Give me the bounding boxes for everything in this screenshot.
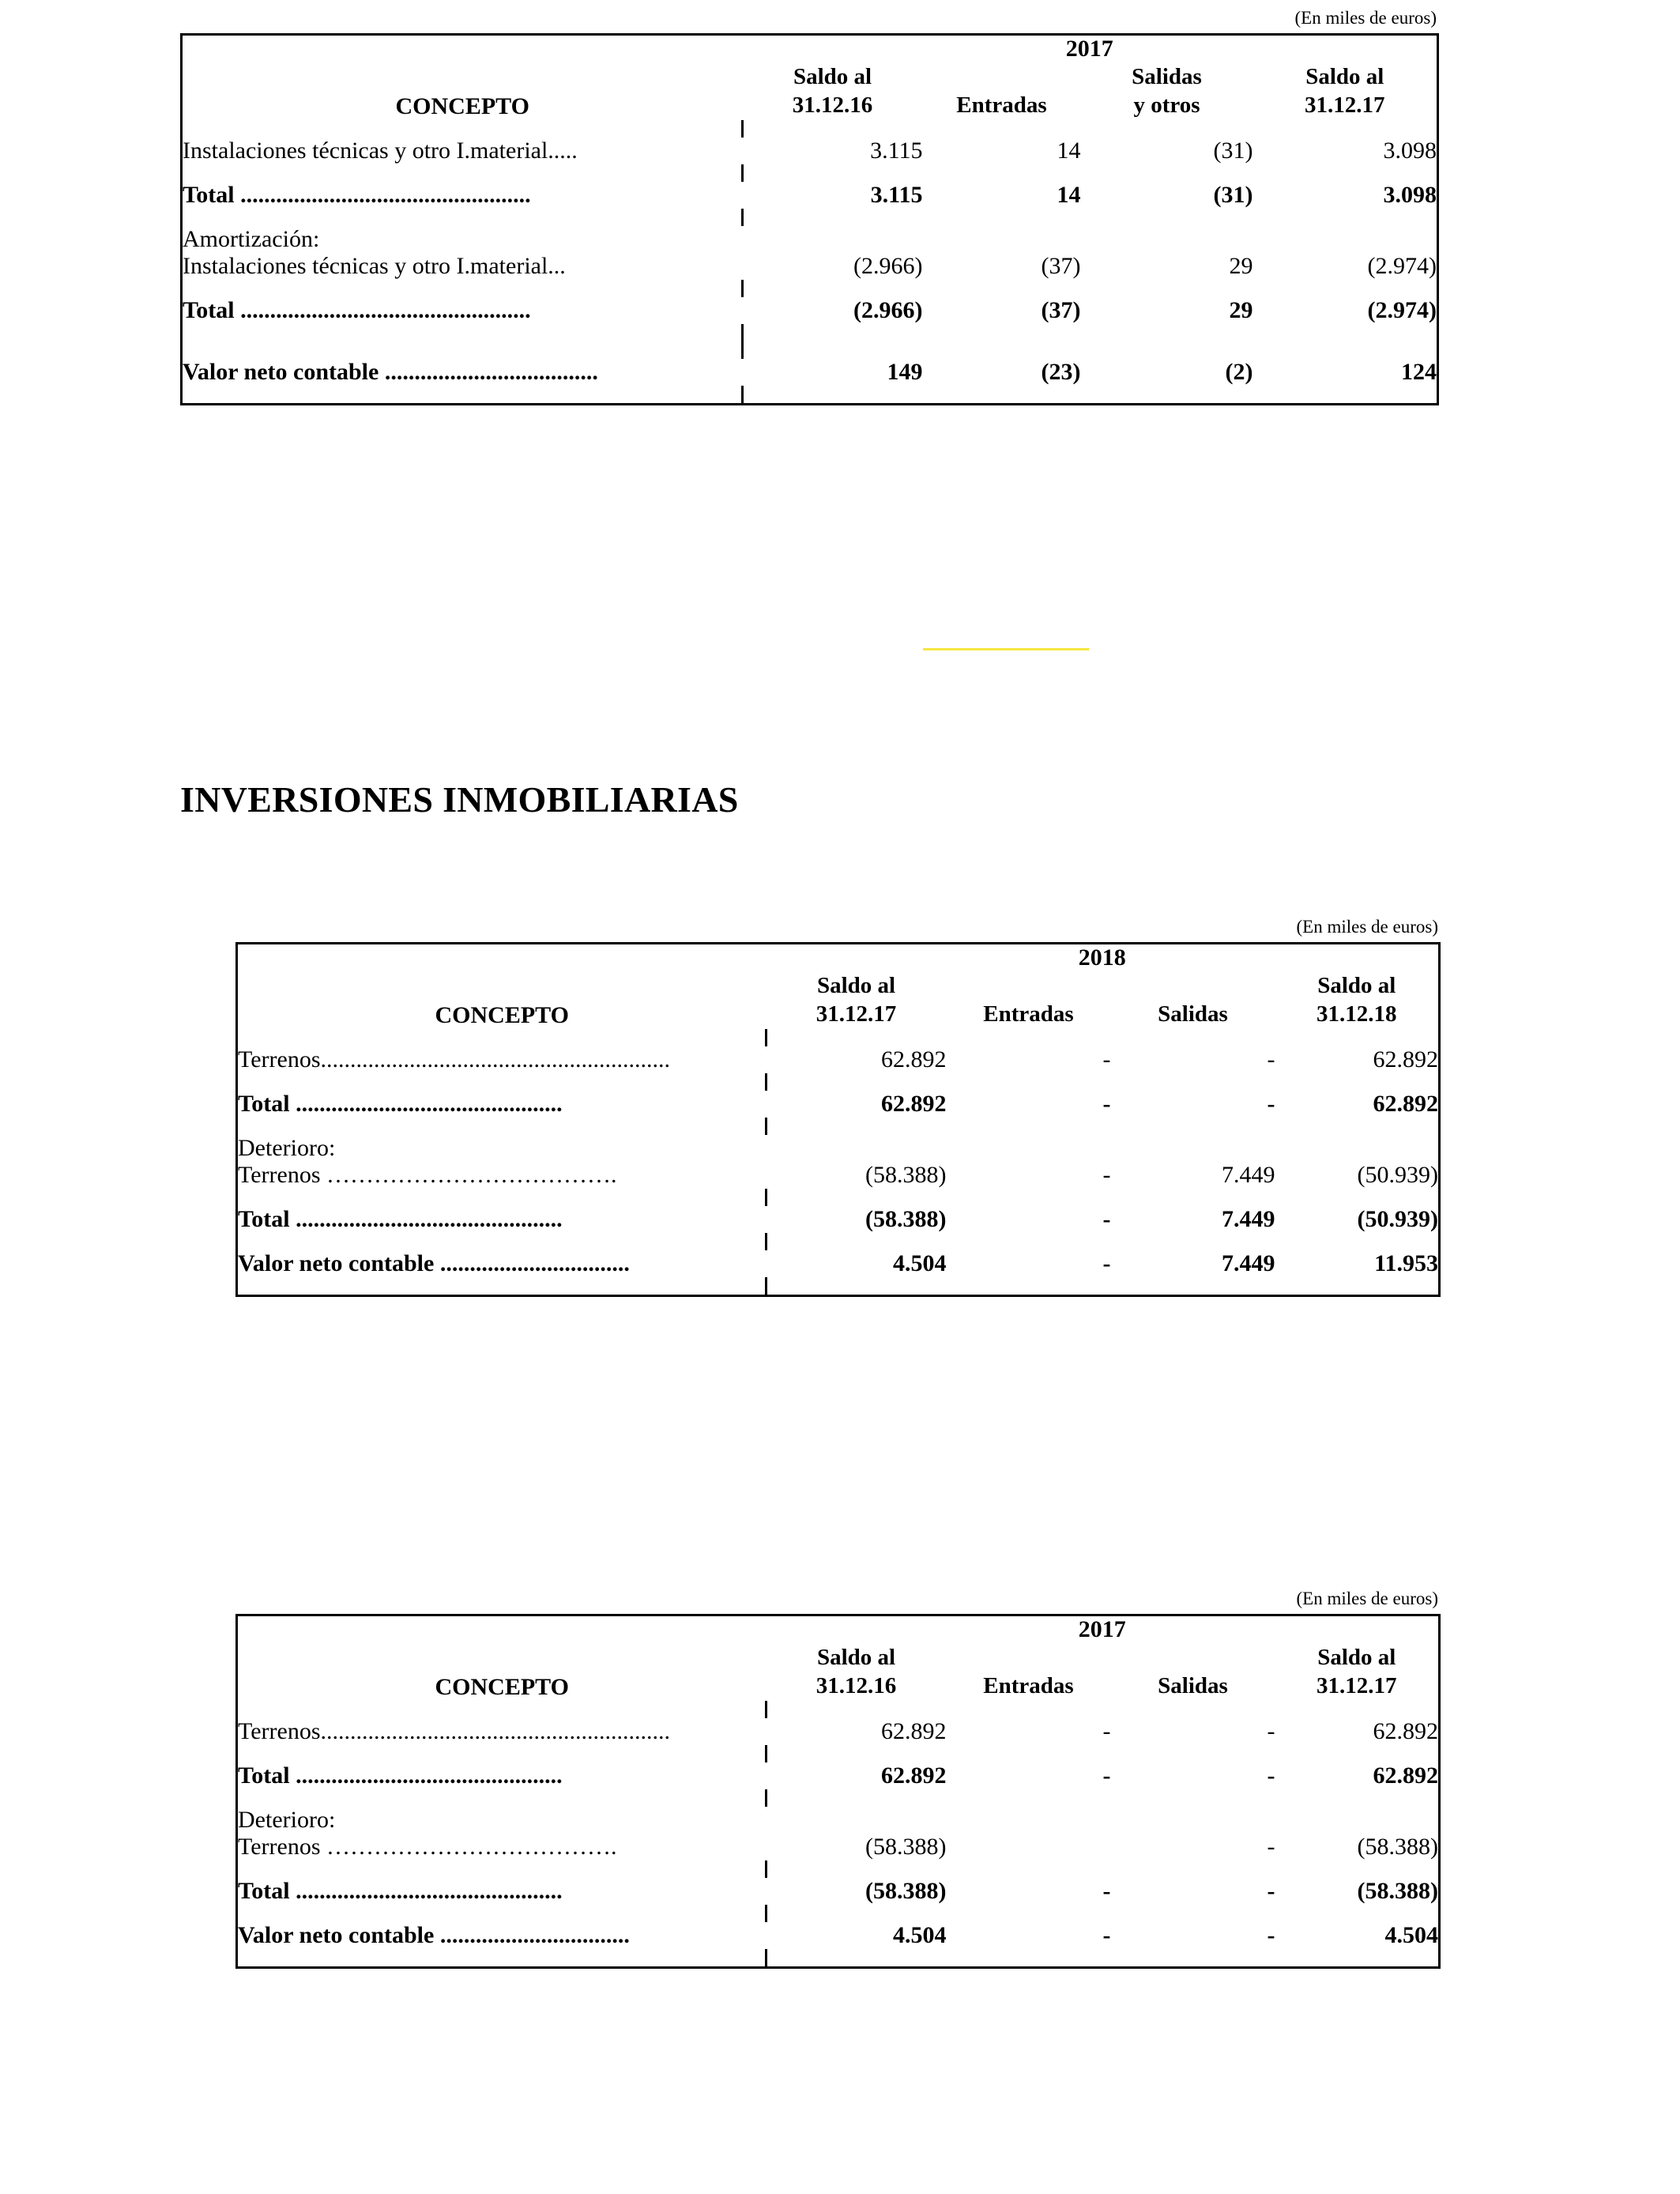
cell-value: (58.388) xyxy=(1357,1833,1438,1860)
cell-value: - xyxy=(1267,1717,1275,1744)
row-label: Total ............................................. xyxy=(238,1877,563,1904)
cell-value: - xyxy=(1267,1090,1275,1117)
column-header-saldo-final: Saldo al 31.12.18 xyxy=(1317,973,1397,1027)
cell-value: (58.388) xyxy=(865,1877,947,1904)
cell-value xyxy=(1081,226,1253,253)
table-row xyxy=(237,1162,1440,1189)
cell-value: 62.892 xyxy=(1373,1762,1438,1789)
cell-value: - xyxy=(1102,1250,1111,1276)
cell-value xyxy=(767,1135,947,1162)
row-label: Terrenos........................................................... xyxy=(238,1717,671,1744)
highlight-mark xyxy=(923,648,1089,650)
row-label: Total ................................................. xyxy=(183,296,531,323)
column-header-saldo-inicial: Saldo al 31.12.16 xyxy=(792,64,873,119)
table-row xyxy=(182,209,1438,226)
table-row xyxy=(182,359,1438,386)
cell-value: 3.098 xyxy=(1383,137,1437,164)
cell-value: 3.098 xyxy=(1383,181,1437,208)
table-row xyxy=(237,1922,1440,1949)
cell-value xyxy=(1111,1807,1275,1834)
cell-value xyxy=(1275,1135,1440,1162)
cell-value: - xyxy=(1102,1205,1111,1232)
cell-value: 7.449 xyxy=(1222,1161,1275,1188)
table-row xyxy=(182,226,1438,253)
table-row xyxy=(237,1718,1440,1745)
units-note: (En miles de euros) xyxy=(1294,8,1437,28)
table-block-inmovilizado-2017 xyxy=(180,8,1445,405)
cell-value xyxy=(923,226,1081,253)
cell-value: 124 xyxy=(1401,358,1437,385)
cell-value: - xyxy=(1102,1717,1111,1744)
table-header-year-row xyxy=(237,1615,1440,1644)
cell-value: - xyxy=(1267,1833,1275,1860)
table-row xyxy=(237,1233,1440,1250)
table-row xyxy=(237,1029,1440,1046)
column-header-concepto: CONCEPTO xyxy=(435,1673,569,1700)
table-row xyxy=(237,1834,1440,1860)
cell-value: 62.892 xyxy=(1373,1090,1438,1117)
column-header-saldo-final: Saldo al 31.12.17 xyxy=(1317,1645,1397,1699)
table-row xyxy=(182,182,1438,209)
column-header-salidas: Salidas y otros xyxy=(1132,64,1202,119)
table-row xyxy=(182,138,1438,164)
column-header-year: 2018 xyxy=(1078,944,1126,971)
cell-value: 62.892 xyxy=(881,1046,947,1072)
cell-value: - xyxy=(1102,1921,1111,1948)
column-header-year: 2017 xyxy=(1065,36,1113,62)
cell-value: 149 xyxy=(887,358,923,385)
cell-value: (58.388) xyxy=(865,1205,947,1232)
cell-value: - xyxy=(1102,1161,1111,1188)
cell-value: 29 xyxy=(1229,252,1253,279)
cell-value: - xyxy=(1267,1762,1275,1789)
cell-value: (58.388) xyxy=(865,1833,947,1860)
cell-value: 62.892 xyxy=(881,1762,947,1789)
cell-value: 4.504 xyxy=(893,1921,947,1948)
row-label: Deterioro: xyxy=(238,1806,336,1833)
cell-value xyxy=(1253,226,1438,253)
table-row xyxy=(237,1277,1440,1296)
column-header-saldo-inicial: Saldo al 31.12.16 xyxy=(816,1645,897,1699)
column-header-concepto: CONCEPTO xyxy=(435,1001,569,1028)
cell-value: 4.504 xyxy=(1384,1921,1438,1948)
page-title: INVERSIONES INMOBILIARIAS xyxy=(180,779,739,820)
cell-value: (31) xyxy=(1213,181,1253,208)
cell-value: (37) xyxy=(1041,296,1081,323)
row-label: Terrenos ………………………………. xyxy=(238,1833,617,1860)
cell-value: 14 xyxy=(1057,137,1081,164)
table-row xyxy=(237,1905,1440,1922)
cell-value: (31) xyxy=(1213,137,1253,164)
cell-value: - xyxy=(1267,1877,1275,1904)
table-row xyxy=(237,1189,1440,1206)
cell-value: (50.939) xyxy=(1357,1161,1438,1188)
row-label: Total ............................................. xyxy=(238,1090,563,1117)
table-row xyxy=(182,297,1438,324)
column-header-entradas: Entradas xyxy=(983,1673,1074,1699)
financial-table xyxy=(180,33,1439,405)
table-row xyxy=(237,1701,1440,1718)
cell-value: 62.892 xyxy=(881,1717,947,1744)
cell-value: (37) xyxy=(1041,252,1081,279)
cell-value xyxy=(1111,1135,1275,1162)
table-row xyxy=(237,1762,1440,1789)
table-block-inversiones-2018 xyxy=(235,917,1446,1297)
cell-value xyxy=(947,1834,1111,1860)
cell-value: (23) xyxy=(1041,358,1081,385)
row-label: Instalaciones técnicas y otro I.material... xyxy=(183,252,566,279)
table-row xyxy=(237,1135,1440,1162)
table-row xyxy=(237,1206,1440,1233)
table-header-year-row xyxy=(182,35,1438,63)
column-header-year: 2017 xyxy=(1078,1616,1126,1642)
column-header-saldo-final: Saldo al 31.12.17 xyxy=(1305,64,1385,119)
row-label: Valor neto contable .................................... xyxy=(183,358,598,385)
column-header-entradas: Entradas xyxy=(956,92,1047,119)
cell-value: - xyxy=(1267,1921,1275,1948)
table-row xyxy=(237,1073,1440,1091)
cell-value: - xyxy=(1102,1877,1111,1904)
column-header-saldo-inicial: Saldo al 31.12.17 xyxy=(816,973,897,1027)
row-label: Instalaciones técnicas y otro I.material..... xyxy=(183,137,578,164)
table-row xyxy=(237,1250,1440,1277)
cell-value: - xyxy=(1102,1762,1111,1789)
cell-value xyxy=(947,1135,1111,1162)
column-header-salidas: Salidas xyxy=(1158,1673,1228,1699)
table-row xyxy=(237,1745,1440,1762)
cell-value: (2.966) xyxy=(853,296,923,323)
cell-value: (2.974) xyxy=(1367,252,1437,279)
row-label: Terrenos ………………………………. xyxy=(238,1161,617,1188)
cell-value xyxy=(743,226,923,253)
row-label: Valor neto contable ................................ xyxy=(238,1250,630,1276)
cell-value: - xyxy=(1102,1046,1111,1072)
row-label: Total ............................................. xyxy=(238,1205,563,1232)
cell-value: (50.939) xyxy=(1357,1205,1438,1232)
table-row xyxy=(237,1860,1440,1878)
row-label: Total ............................................. xyxy=(238,1762,563,1789)
cell-value: (2) xyxy=(1225,358,1253,385)
cell-value xyxy=(1275,1807,1440,1834)
table-row xyxy=(237,1091,1440,1118)
table-row xyxy=(237,1046,1440,1073)
row-label: Amortización: xyxy=(183,225,320,252)
table-row xyxy=(182,324,1438,341)
cell-value: (2.966) xyxy=(853,252,923,279)
cell-value: 62.892 xyxy=(1373,1717,1438,1744)
row-label: Terrenos........................................................... xyxy=(238,1046,671,1072)
row-label: Valor neto contable ................................ xyxy=(238,1921,630,1948)
cell-value xyxy=(947,1807,1111,1834)
cell-value: 4.504 xyxy=(893,1250,947,1276)
table-header-year-row xyxy=(237,944,1440,972)
column-header-concepto: CONCEPTO xyxy=(395,92,529,119)
cell-value: - xyxy=(1102,1090,1111,1117)
table-row xyxy=(237,1878,1440,1905)
cell-value: 3.115 xyxy=(870,181,923,208)
table-block-inversiones-2017 xyxy=(235,1589,1446,1969)
cell-value: (58.388) xyxy=(865,1161,947,1188)
units-note: (En miles de euros) xyxy=(1296,917,1438,937)
cell-value: 62.892 xyxy=(1373,1046,1438,1072)
table-row xyxy=(237,1789,1440,1807)
cell-value: 62.892 xyxy=(881,1090,947,1117)
table-row xyxy=(182,280,1438,297)
table-row xyxy=(182,120,1438,138)
cell-value: 11.953 xyxy=(1374,1250,1438,1276)
table-row xyxy=(182,341,1438,359)
row-label: Deterioro: xyxy=(238,1134,336,1161)
cell-value: 7.449 xyxy=(1222,1205,1275,1232)
table-row xyxy=(237,1949,1440,1968)
column-header-entradas: Entradas xyxy=(983,1001,1074,1027)
cell-value: 3.115 xyxy=(870,137,923,164)
table-row xyxy=(237,1807,1440,1834)
cell-value xyxy=(767,1807,947,1834)
column-header-salidas: Salidas xyxy=(1158,1001,1228,1027)
row-label: Total ................................................. xyxy=(183,181,531,208)
table-row xyxy=(182,253,1438,280)
units-note: (En miles de euros) xyxy=(1296,1589,1438,1608)
financial-table xyxy=(235,1614,1441,1969)
cell-value: (58.388) xyxy=(1357,1877,1438,1904)
table-row xyxy=(237,1118,1440,1135)
cell-value: 29 xyxy=(1229,296,1253,323)
cell-value: - xyxy=(1267,1046,1275,1072)
cell-value: 14 xyxy=(1057,181,1081,208)
cell-value: 7.449 xyxy=(1222,1250,1275,1276)
table-row xyxy=(182,386,1438,405)
table-row xyxy=(182,164,1438,182)
cell-value: (2.974) xyxy=(1367,296,1437,323)
financial-table xyxy=(235,942,1441,1297)
